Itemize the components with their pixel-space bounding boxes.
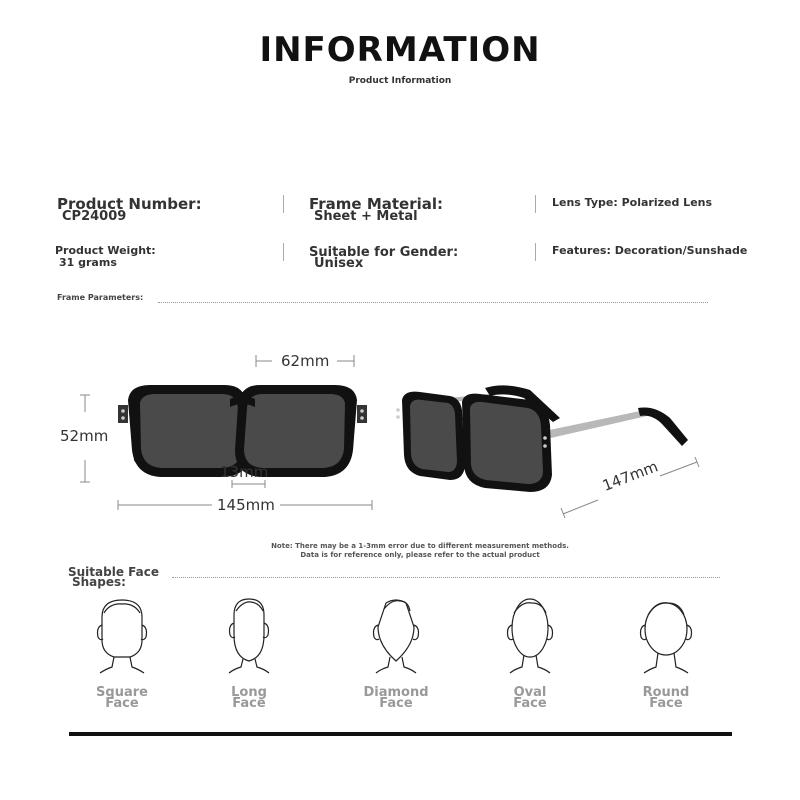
face-label: Long Face (231, 685, 267, 711)
note-line-2: Data is for reference only, please refer to the actual product (300, 551, 540, 559)
near-temple-tip (638, 407, 688, 446)
face-diamond (351, 595, 441, 709)
heading-line: Suitable Face (68, 565, 159, 579)
bridge-width-label: 13mm (220, 463, 269, 481)
spec-text: Features: Decoration/Sunshade (552, 244, 748, 257)
spec-text: Lens Type: Polarized Lens (552, 196, 713, 209)
measurement-note (0, 542, 800, 560)
spec-value: Unisex (314, 256, 364, 271)
near-lens (470, 402, 543, 484)
dotted-rule (172, 577, 720, 578)
page-subtitle: Product Information (348, 76, 452, 86)
face-oval (485, 595, 575, 709)
frame-width-label: 145mm (217, 496, 275, 514)
face-shapes-heading (68, 567, 159, 587)
round-face-icon (636, 595, 696, 675)
square-face-icon (92, 595, 152, 675)
page-title: INFORMATION (259, 30, 541, 70)
long-face-icon (219, 595, 279, 675)
lens-height-label: 52mm (60, 427, 109, 445)
frame-parameters-label: Frame Parameters: (57, 293, 144, 302)
face-round (621, 595, 711, 709)
oval-face-icon (500, 595, 560, 675)
spec-value: CP24009 (62, 209, 127, 224)
spec-label: Suitable for Gender: (309, 245, 459, 260)
spec-label: Product Number: (57, 195, 202, 213)
far-lens (410, 400, 457, 472)
face-label: Square Face (96, 685, 148, 711)
spec-value: 31 grams (59, 256, 117, 269)
spec-label: Product Weight: (55, 244, 156, 257)
lens-width-label: 62mm (281, 352, 330, 370)
diamond-face-icon (366, 595, 426, 675)
face-label: Oval Face (513, 685, 547, 711)
face-long (204, 595, 294, 709)
spec-label: Frame Material: (309, 195, 444, 213)
face-square (77, 595, 167, 709)
heading-line: Shapes: (72, 575, 126, 589)
face-label: Round Face (642, 685, 690, 711)
bottom-bar (69, 732, 732, 736)
note-line-1: Note: There may be a 1-3mm error due to different measurement methods. (271, 542, 569, 550)
temple-length-label: 147mm (600, 457, 661, 495)
face-label: Diamond Face (363, 685, 429, 711)
glasses-side-view (390, 380, 695, 495)
spec-value: Sheet + Metal (314, 209, 418, 224)
